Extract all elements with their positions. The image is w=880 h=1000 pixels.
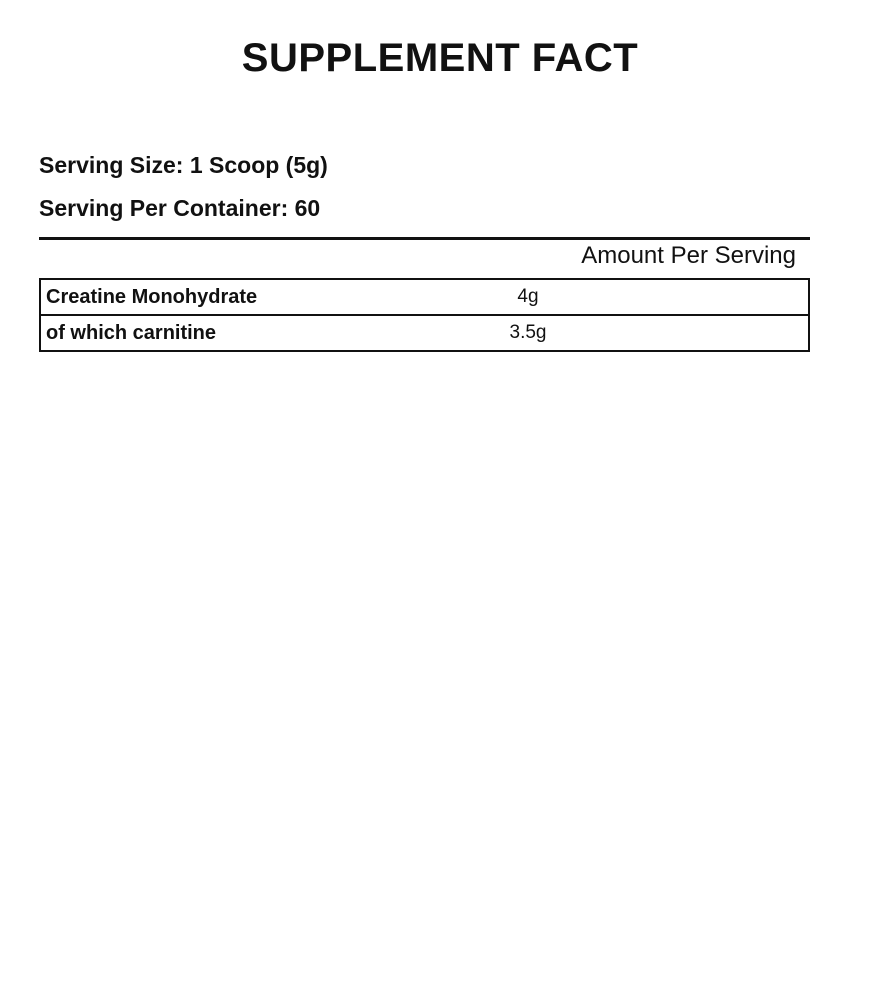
amount-per-serving-label: Amount Per Serving xyxy=(581,242,796,270)
table-row xyxy=(40,315,809,351)
nutrient-amount: 4g xyxy=(517,286,539,308)
servings-per-container-line: Serving Per Container: 60 xyxy=(39,194,321,221)
nutrient-amount: 3.5g xyxy=(358,315,809,351)
table-row xyxy=(40,279,809,315)
nutrient-name: of which carnitine xyxy=(40,315,358,351)
nutrient-name: Creatine Monohydrate xyxy=(46,285,258,308)
facts-block xyxy=(39,144,810,352)
nutrient-table xyxy=(39,278,810,352)
serving-size-line: Serving Size: 1 Scoop (5g) xyxy=(39,152,328,178)
page-title: SUPPLEMENT FACT xyxy=(241,36,639,80)
amount-header-row xyxy=(39,240,810,278)
